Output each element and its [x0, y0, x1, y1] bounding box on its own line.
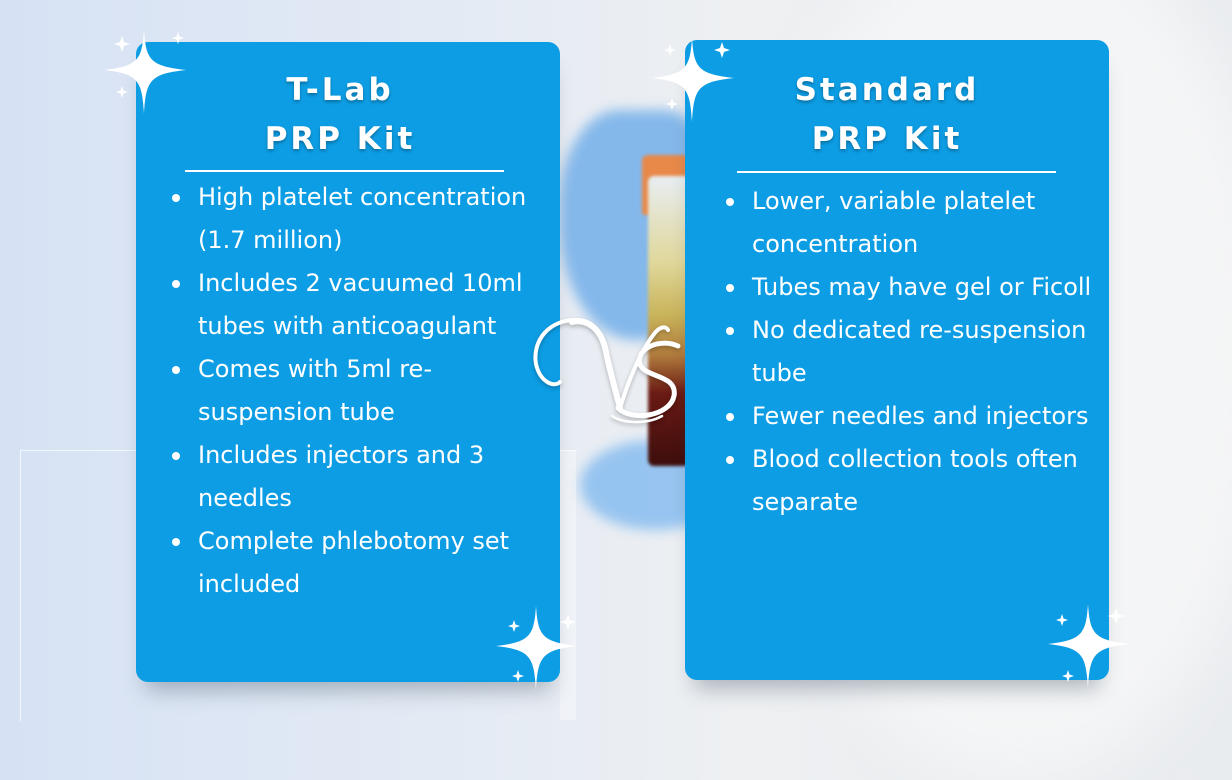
list-item: Tubes may have gel or Ficoll [726, 266, 1096, 309]
title-divider [737, 171, 1056, 173]
list-item: Includes 2 vacuumed 10ml tubes with anticoagulant [172, 262, 542, 348]
list-item: Fewer needles and injectors [726, 395, 1096, 438]
list-item: Includes injectors and 3 needles [172, 434, 542, 520]
list-item: No dedicated re-suspension tube [726, 309, 1096, 395]
title-divider [185, 170, 504, 172]
sparkle-icon [644, 30, 744, 130]
list-item: Complete phlebotomy set included [172, 520, 542, 606]
list-item: Comes with 5ml re-suspension tube [172, 348, 542, 434]
sparkle-icon [488, 600, 588, 700]
tlab-feature-list [172, 176, 542, 606]
sparkle-icon [98, 22, 198, 122]
tlab-kit-title: T-Lab PRP Kit [264, 72, 416, 157]
list-item: Lower, variable platelet concentration [726, 180, 1096, 266]
vs-badge-logo [528, 312, 698, 432]
standard-kit-title: Standard PRP Kit [794, 72, 980, 157]
list-item: Blood collection tools often separate [726, 438, 1096, 524]
tlab-kit-card [136, 42, 560, 682]
list-item: High platelet concentration (1.7 million) [172, 176, 542, 262]
standard-kit-card [685, 40, 1109, 680]
sparkle-icon [1038, 598, 1138, 698]
standard-feature-list [726, 180, 1096, 524]
